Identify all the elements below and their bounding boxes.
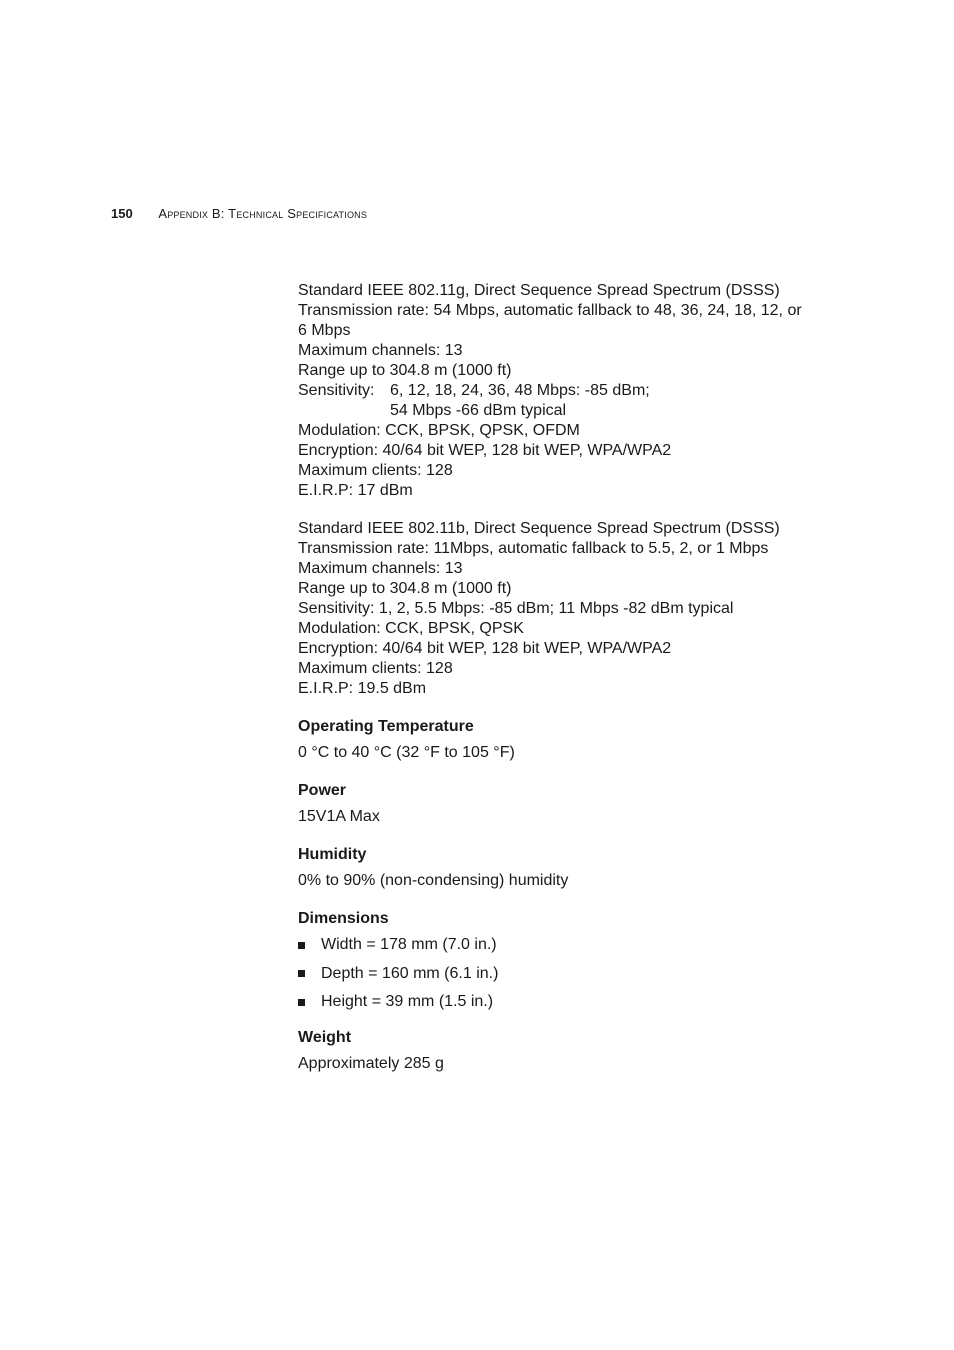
- max-clients-80211b: Maximum clients: 128: [298, 660, 453, 677]
- range-80211b: Range up to 304.8 m (1000 ft): [298, 580, 512, 597]
- dimensions-list: [298, 935, 828, 1012]
- sensitivity-80211g: [298, 381, 828, 421]
- eirp-80211b: E.I.R.P: 19.5 dBm: [298, 680, 427, 697]
- spec-block-80211b: [298, 519, 828, 699]
- running-title: Appendix B: Technical Specifications: [158, 206, 368, 221]
- list-item: [298, 964, 828, 984]
- humidity-value: 0% to 90% (non-condensing) humidity: [298, 872, 569, 889]
- operating-temperature-value: 0 °C to 40 °C (32 °F to 105 °F): [298, 744, 515, 761]
- range-80211g: Range up to 304.8 m (1000 ft): [298, 362, 512, 379]
- sensitivity-80211b: Sensitivity: 1, 2, 5.5 Mbps: -85 dBm; 11 Mbps -82 dBm typical: [298, 600, 734, 617]
- weight-heading: Weight: [298, 1029, 352, 1046]
- power-value: 15V1A Max: [298, 808, 380, 825]
- power-heading: Power: [298, 782, 347, 799]
- encryption-80211b: Encryption: 40/64 bit WEP, 128 bit WEP, WPA/WPA2: [298, 640, 672, 657]
- spec-block-80211g: [298, 281, 828, 501]
- transmission-rate-80211g-line2: 6 Mbps: [298, 322, 351, 339]
- dimension-height: Height = 39 mm (1.5 in.): [321, 993, 494, 1010]
- dimension-depth: Depth = 160 mm (6.1 in.): [321, 964, 499, 982]
- encryption-80211g: Encryption: 40/64 bit WEP, 128 bit WEP, WPA/WPA2: [298, 442, 672, 459]
- square-bullet-icon: [298, 970, 305, 977]
- transmission-rate-80211g-line1: Transmission rate: 54 Mbps, automatic fallback to 48, 36, 24, 18, 12, or: [298, 302, 802, 319]
- list-item: [298, 992, 828, 1012]
- eirp-80211g: E.I.R.P: 17 dBm: [298, 482, 413, 499]
- sensitivity-values: [390, 381, 650, 421]
- operating-temperature-heading: Operating Temperature: [298, 718, 474, 735]
- weight-value: Approximately 285 g: [298, 1055, 444, 1072]
- page-header: [111, 205, 367, 223]
- square-bullet-icon: [298, 999, 305, 1006]
- standard-80211g: Standard IEEE 802.11g, Direct Sequence Spread Spectrum (DSSS): [298, 282, 780, 299]
- standard-80211b: Standard IEEE 802.11b, Direct Sequence Spread Spectrum (DSSS): [298, 520, 780, 537]
- modulation-80211g: Modulation: CCK, BPSK, QPSK, OFDM: [298, 422, 580, 439]
- max-channels-80211g: Maximum channels: 13: [298, 342, 463, 359]
- sensitivity-label: Sensitivity:: [298, 382, 375, 399]
- sensitivity-80211g-line2: 54 Mbps -66 dBm typical: [390, 402, 567, 419]
- square-bullet-icon: [298, 942, 305, 949]
- modulation-80211b: Modulation: CCK, BPSK, QPSK: [298, 620, 524, 637]
- dimensions-heading: Dimensions: [298, 910, 389, 927]
- transmission-rate-80211b: Transmission rate: 11Mbps, automatic fallback to 5.5, 2, or 1 Mbps: [298, 540, 769, 557]
- max-channels-80211b: Maximum channels: 13: [298, 560, 463, 577]
- humidity-heading: Humidity: [298, 846, 367, 863]
- sensitivity-80211g-line1: 6, 12, 18, 24, 36, 48 Mbps: -85 dBm;: [390, 382, 650, 399]
- list-item: [298, 935, 828, 955]
- page-number: 150: [111, 206, 133, 221]
- max-clients-80211g: Maximum clients: 128: [298, 462, 453, 479]
- spec-content: [298, 281, 828, 1092]
- dimension-width: Width = 178 mm (7.0 in.): [321, 936, 497, 953]
